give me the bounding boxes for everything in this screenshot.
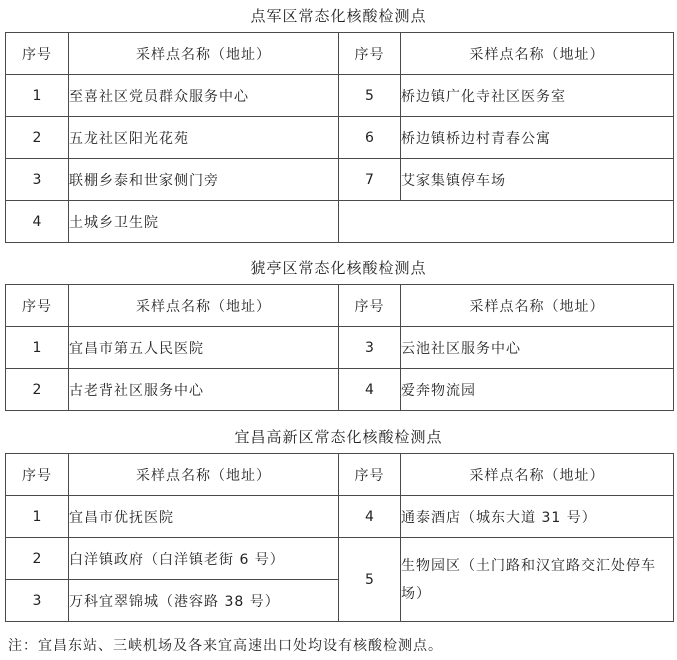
table-row [6, 201, 674, 243]
site-name: 古老背社区服务中心 [69, 369, 339, 411]
row-index: 5 [339, 538, 401, 622]
header-site-name: 采样点名称（地址） [69, 454, 339, 496]
header-index: 序号 [6, 33, 69, 75]
site-name: 白洋镇政府（白洋镇老街 6 号） [69, 538, 339, 580]
header-site-name: 采样点名称（地址） [401, 454, 674, 496]
site-name: 五龙社区阳光花苑 [69, 117, 339, 159]
row-index: 5 [339, 75, 401, 117]
site-name: 通泰酒店（城东大道 31 号） [401, 496, 674, 538]
table-header-row [6, 454, 674, 496]
table-row [6, 75, 674, 117]
header-index: 序号 [339, 285, 401, 327]
table-row [6, 327, 674, 369]
row-index: 1 [6, 75, 69, 117]
row-index: 3 [6, 580, 69, 622]
row-index: 7 [339, 159, 401, 201]
section-title-dianjun: 点军区常态化核酸检测点 [250, 7, 427, 25]
row-index: 4 [6, 201, 69, 243]
row-index: 3 [6, 159, 69, 201]
header-site-name: 采样点名称（地址） [69, 33, 339, 75]
site-name: 宜昌市优抚医院 [69, 496, 339, 538]
row-index: 3 [339, 327, 401, 369]
table-xiaoting [5, 284, 674, 411]
site-name: 土城乡卫生院 [69, 201, 339, 243]
header-index: 序号 [6, 454, 69, 496]
table-row [6, 159, 674, 201]
header-site-name: 采样点名称（地址） [401, 33, 674, 75]
site-name: 至喜社区党员群众服务中心 [69, 75, 339, 117]
site-name: 爱奔物流园 [401, 369, 674, 411]
row-index: 6 [339, 117, 401, 159]
header-index: 序号 [339, 454, 401, 496]
table-dianjun [5, 32, 674, 243]
site-name: 艾家集镇停车场 [401, 159, 674, 201]
empty-cell [339, 201, 674, 243]
row-index: 4 [339, 496, 401, 538]
row-index: 1 [6, 327, 69, 369]
row-index: 2 [6, 117, 69, 159]
table-header-row [6, 285, 674, 327]
site-name: 云池社区服务中心 [401, 327, 674, 369]
header-index: 序号 [6, 285, 69, 327]
table-gaoxin [5, 453, 674, 622]
header-site-name: 采样点名称（地址） [401, 285, 674, 327]
table-header-row [6, 33, 674, 75]
site-name: 桥边镇广化寺社区医务室 [401, 75, 674, 117]
row-index: 1 [6, 496, 69, 538]
table-row [6, 496, 674, 538]
site-name: 万科宜翠锦城（港容路 38 号） [69, 580, 339, 622]
row-index: 2 [6, 538, 69, 580]
table-row [6, 538, 674, 580]
site-name: 桥边镇桥边村青春公寓 [401, 117, 674, 159]
header-index: 序号 [339, 33, 401, 75]
row-index: 4 [339, 369, 401, 411]
site-name: 宜昌市第五人民医院 [69, 327, 339, 369]
section-title-xiaoting: 猇亭区常态化核酸检测点 [250, 259, 427, 277]
row-index: 2 [6, 369, 69, 411]
section-title-gaoxin: 宜昌高新区常态化核酸检测点 [234, 428, 443, 446]
site-name: 生物园区（土门路和汉宜路交汇处停车场） [401, 538, 674, 622]
footnote: 注：宜昌东站、三峡机场及各来宜高速出口处均设有核酸检测点。 [8, 638, 443, 654]
site-name: 联棚乡泰和世家侧门旁 [69, 159, 339, 201]
table-row [6, 117, 674, 159]
table-row [6, 369, 674, 411]
header-site-name: 采样点名称（地址） [69, 285, 339, 327]
